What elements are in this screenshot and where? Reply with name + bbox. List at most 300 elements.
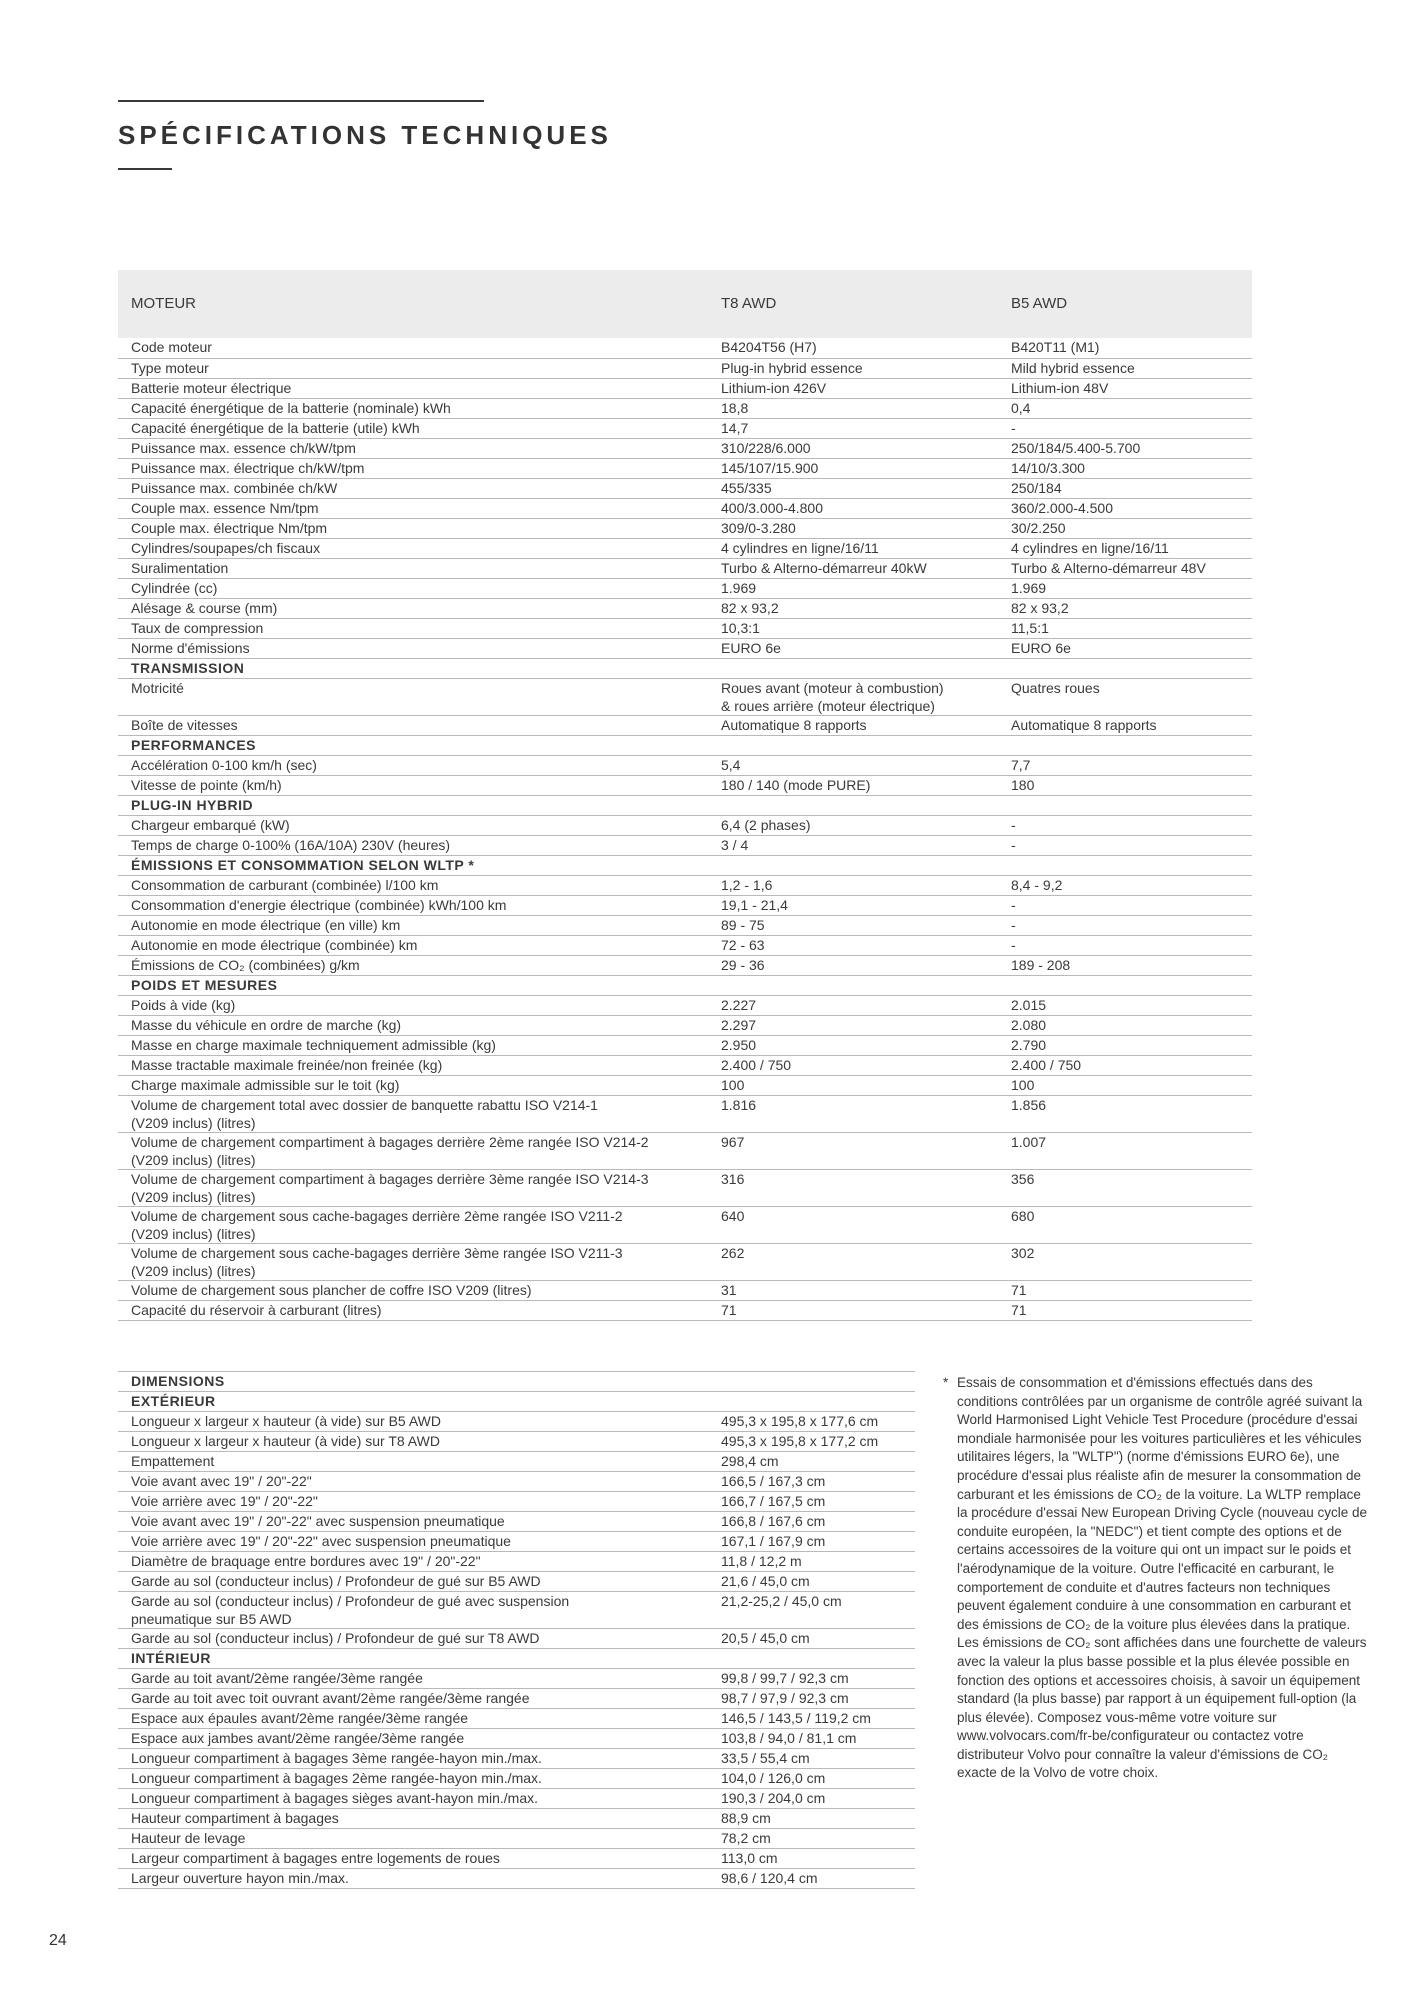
- spec-row: [118, 378, 1252, 398]
- dimension-row: [118, 1729, 915, 1749]
- dimension-row: [118, 1869, 915, 1889]
- dimension-row: [118, 1749, 915, 1769]
- spec-label: [118, 1300, 708, 1320]
- dimension-label: [118, 1709, 708, 1729]
- dimension-label: [118, 1512, 708, 1532]
- spec-value-t8-text: 1,2 - 1,6: [721, 876, 773, 893]
- dimension-label: [118, 1849, 708, 1869]
- spec-value-b5-text: 189 - 208: [1011, 956, 1071, 973]
- spec-value-b5: [998, 618, 1252, 638]
- dimension-row: [118, 1412, 915, 1432]
- spec-value-t8: [708, 1132, 998, 1169]
- dimension-row: [118, 1689, 915, 1709]
- spec-value-b5-text: 2.080: [1011, 1016, 1047, 1033]
- spec-label-text: Puissance max. essence ch/kW/tpm: [131, 439, 356, 456]
- dimension-label: [118, 1492, 708, 1512]
- dimension-row: [118, 1432, 915, 1452]
- spec-label-text: Temps de charge 0-100% (16A/10A) 230V (heures): [131, 836, 451, 853]
- spec-row: [118, 638, 1252, 658]
- spec-value-b5-text: -: [1011, 936, 1016, 953]
- dimension-value: [708, 1552, 915, 1572]
- header-moteur: MOTEUR: [118, 270, 708, 338]
- section-title: [118, 1392, 915, 1412]
- spec-row: [118, 498, 1252, 518]
- spec-value-b5-text: 2.015: [1011, 996, 1047, 1013]
- spec-value-b5-text: 2.790: [1011, 1036, 1047, 1053]
- spec-value-b5-text: 0,4: [1011, 399, 1031, 416]
- spec-value-t8: [708, 955, 998, 975]
- spec-value-t8: [708, 835, 998, 855]
- spec-label-text: Masse en charge maximale techniquement admissible (kg): [131, 1036, 496, 1053]
- section-title: [118, 795, 1252, 815]
- spec-value-t8-text: 316: [721, 1170, 745, 1187]
- spec-label: [118, 578, 708, 598]
- dimension-row: [118, 1552, 915, 1572]
- spec-label-text: Chargeur embarqué (kW): [131, 816, 290, 833]
- spec-value-b5: [998, 578, 1252, 598]
- spec-label: [118, 715, 708, 735]
- section-row: [118, 1649, 915, 1669]
- section-row: [118, 855, 1252, 875]
- spec-label-text: Alésage & course (mm): [131, 599, 278, 616]
- dimension-value: [708, 1849, 915, 1869]
- spec-label-text: Volume de chargement total avec dossier de banquette rabattu ISO V214-1: [131, 1096, 598, 1113]
- spec-label-text: Volume de chargement sous cache-bagages derrière 3ème rangée ISO V211-3: [131, 1244, 623, 1261]
- spec-row: [118, 935, 1252, 955]
- dimension-value-text: 103,8 / 94,0 / 81,1 cm: [721, 1730, 857, 1746]
- dimension-row: [118, 1709, 915, 1729]
- spec-value-t8: [708, 895, 998, 915]
- spec-row: [118, 338, 1252, 358]
- spec-value-t8-text: 19,1 - 21,4: [721, 896, 788, 913]
- dimension-label: [118, 1809, 708, 1829]
- dimension-value: [708, 1629, 915, 1649]
- spec-label: [118, 895, 708, 915]
- spec-row: [118, 398, 1252, 418]
- dimension-label-text: Longueur compartiment à bagages 2ème rangée-hayon min./max.: [131, 1770, 542, 1786]
- spec-value-b5: [998, 538, 1252, 558]
- dimension-label-text-line2: pneumatique sur B5 AWD: [131, 1611, 292, 1627]
- spec-value-t8: [708, 578, 998, 598]
- spec-value-t8: [708, 915, 998, 935]
- dimension-label-text: Voie arrière avec 19" / 20"-22": [131, 1493, 318, 1509]
- spec-row: [118, 755, 1252, 775]
- spec-value-t8: [708, 1169, 998, 1206]
- spec-label-text: Couple max. essence Nm/tpm: [131, 499, 319, 516]
- page-title: SPÉCIFICATIONS TECHNIQUES: [118, 120, 612, 150]
- spec-label-text: Émissions de CO₂ (combinées) g/km: [131, 956, 360, 973]
- spec-value-b5-text: 180: [1011, 776, 1035, 793]
- spec-value-b5-text: Automatique 8 rapports: [1011, 716, 1157, 733]
- dimension-label: [118, 1552, 708, 1572]
- spec-value-b5: [998, 1095, 1252, 1132]
- dimension-value: [708, 1769, 915, 1789]
- dimension-row: [118, 1789, 915, 1809]
- spec-value-b5-text: 8,4 - 9,2: [1011, 876, 1063, 893]
- dimension-row: [118, 1769, 915, 1789]
- spec-row: [118, 358, 1252, 378]
- spec-label-text: Accélération 0-100 km/h (sec): [131, 756, 317, 773]
- dimension-value-text: 298,4 cm: [721, 1453, 779, 1469]
- dimension-row: [118, 1452, 915, 1472]
- section-row: [118, 1372, 915, 1392]
- dimension-value: [708, 1472, 915, 1492]
- spec-value-t8: [708, 438, 998, 458]
- spec-value-t8-text: 967: [721, 1133, 745, 1150]
- spec-value-t8-text: 310/228/6.000: [721, 439, 811, 456]
- spec-label-text: Consommation de carburant (combinée) l/100 km: [131, 876, 439, 893]
- section-row: [118, 975, 1252, 995]
- section-title-text: ÉMISSIONS ET CONSOMMATION SELON WLTP *: [131, 856, 475, 873]
- spec-row: [118, 678, 1252, 715]
- spec-label: [118, 1132, 708, 1169]
- dimension-value: [708, 1412, 915, 1432]
- spec-value-b5-text: -: [1011, 916, 1016, 933]
- spec-value-b5-text: 7,7: [1011, 756, 1031, 773]
- spec-value-t8-text: 2.950: [721, 1036, 757, 1053]
- spec-label-text: Cylindrée (cc): [131, 579, 218, 596]
- section-row: [118, 1392, 915, 1412]
- spec-value-b5: [998, 895, 1252, 915]
- spec-value-b5: [998, 338, 1252, 358]
- spec-row: [118, 618, 1252, 638]
- spec-value-b5-text: 356: [1011, 1170, 1035, 1187]
- dimension-row: [118, 1592, 915, 1629]
- spec-value-b5-text: Lithium-ion 48V: [1011, 379, 1109, 396]
- spec-row: [118, 955, 1252, 975]
- dimension-value: [708, 1432, 915, 1452]
- spec-label-text: Taux de compression: [131, 619, 264, 636]
- spec-label-text-line2: (V209 inclus) (litres): [131, 1188, 256, 1205]
- spec-value-t8-text: 2.227: [721, 996, 757, 1013]
- dimension-label-text: Hauteur compartiment à bagages: [131, 1810, 339, 1826]
- spec-value-b5-text: 71: [1011, 1281, 1027, 1298]
- spec-value-b5-text: EURO 6e: [1011, 639, 1071, 656]
- spec-value-t8-text: 2.297: [721, 1016, 757, 1033]
- spec-row: [118, 915, 1252, 935]
- spec-label: [118, 1015, 708, 1035]
- section-title-text: DIMENSIONS: [131, 1373, 225, 1389]
- spec-row: [118, 775, 1252, 795]
- spec-value-t8-text: 100: [721, 1076, 745, 1093]
- spec-label-text: Volume de chargement compartiment à bagages derrière 3ème rangée ISO V214-3: [131, 1170, 649, 1187]
- spec-label: [118, 358, 708, 378]
- spec-label-text-line2: (V209 inclus) (litres): [131, 1151, 256, 1168]
- spec-row: [118, 1280, 1252, 1300]
- dimension-value: [708, 1492, 915, 1512]
- dimension-label: [118, 1789, 708, 1809]
- dimension-value-text: 98,7 / 97,9 / 92,3 cm: [721, 1690, 849, 1706]
- spec-label-text: Masse tractable maximale freinée/non freinée (kg): [131, 1056, 443, 1073]
- section-row: [118, 735, 1252, 755]
- spec-value-b5: [998, 498, 1252, 518]
- dimension-row: [118, 1472, 915, 1492]
- spec-value-t8-text: 309/0-3.280: [721, 519, 796, 536]
- spec-value-b5: [998, 775, 1252, 795]
- spec-value-t8: [708, 775, 998, 795]
- spec-value-b5: [998, 715, 1252, 735]
- spec-value-t8-text: EURO 6e: [721, 639, 781, 656]
- spec-value-t8: [708, 598, 998, 618]
- specs-header-row: [118, 270, 1252, 338]
- spec-row: [118, 1095, 1252, 1132]
- dimension-label: [118, 1749, 708, 1769]
- dimension-label: [118, 1629, 708, 1649]
- spec-value-b5: [998, 955, 1252, 975]
- dimension-value: [708, 1689, 915, 1709]
- spec-label: [118, 458, 708, 478]
- dimension-value: [708, 1532, 915, 1552]
- spec-value-t8: [708, 815, 998, 835]
- spec-value-b5-text: 1.007: [1011, 1133, 1047, 1150]
- spec-value-t8: [708, 458, 998, 478]
- spec-label-text: Charge maximale admissible sur le toit (kg): [131, 1076, 400, 1093]
- spec-value-t8-text: Roues avant (moteur à combustion): [721, 679, 944, 696]
- spec-value-b5: [998, 398, 1252, 418]
- spec-value-t8-text: Plug-in hybrid essence: [721, 359, 863, 376]
- specs-table: [118, 270, 1252, 1321]
- spec-label-text: Volume de chargement sous cache-bagages derrière 2ème rangée ISO V211-2: [131, 1207, 623, 1224]
- spec-value-t8-text: 6,4 (2 phases): [721, 816, 811, 833]
- spec-value-t8-text: 71: [721, 1301, 737, 1318]
- section-title: [118, 855, 1252, 875]
- spec-value-t8-text: 31: [721, 1281, 737, 1298]
- spec-label: [118, 678, 708, 715]
- spec-value-t8-text: 82 x 93,2: [721, 599, 779, 616]
- section-title-text: PLUG-IN HYBRID: [131, 796, 254, 813]
- spec-value-b5-text: 4 cylindres en ligne/16/11: [1011, 539, 1169, 556]
- spec-row: [118, 1132, 1252, 1169]
- spec-value-t8-text: Lithium-ion 426V: [721, 379, 827, 396]
- spec-row: [118, 438, 1252, 458]
- spec-row: [118, 1075, 1252, 1095]
- spec-label: [118, 815, 708, 835]
- spec-row: [118, 418, 1252, 438]
- dimension-value-text: 21,2-25,2 / 45,0 cm: [721, 1593, 842, 1609]
- spec-value-b5: [998, 1035, 1252, 1055]
- spec-value-t8-text: Turbo & Alterno-démarreur 40kW: [721, 559, 927, 576]
- spec-value-t8-text: B4204T56 (H7): [721, 339, 817, 355]
- spec-value-t8: [708, 875, 998, 895]
- spec-value-t8-text: 14,7: [721, 419, 749, 436]
- spec-row: [118, 558, 1252, 578]
- dimension-label-text: Garde au sol (conducteur inclus) / Profondeur de gué avec suspension: [131, 1593, 570, 1609]
- spec-label-text: Vitesse de pointe (km/h): [131, 776, 282, 793]
- dimension-value-text: 88,9 cm: [721, 1810, 771, 1826]
- spec-label: [118, 1075, 708, 1095]
- spec-value-t8-text-line2: & roues arrière (moteur électrique): [721, 697, 935, 714]
- section-title: [118, 1649, 915, 1669]
- spec-value-b5-text: Quatres roues: [1011, 679, 1100, 696]
- dimension-value-text: 98,6 / 120,4 cm: [721, 1870, 818, 1886]
- spec-value-t8: [708, 1243, 998, 1280]
- dimension-label-text: Voie arrière avec 19" / 20"-22" avec suspension pneumatique: [131, 1533, 511, 1549]
- spec-label-text: Motricité: [131, 679, 184, 696]
- spec-label-text: Suralimentation: [131, 559, 229, 576]
- dimension-label-text: Voie avant avec 19" / 20"-22": [131, 1473, 312, 1489]
- spec-value-b5-text: 1.969: [1011, 579, 1047, 596]
- spec-value-b5-text: 360/2.000-4.500: [1011, 499, 1113, 516]
- section-title-text: EXTÉRIEUR: [131, 1393, 216, 1409]
- dimension-value-text: 20,5 / 45,0 cm: [721, 1630, 810, 1646]
- spec-value-b5: [998, 438, 1252, 458]
- spec-value-t8: [708, 1206, 998, 1243]
- spec-value-b5: [998, 875, 1252, 895]
- spec-value-b5-text: 250/184: [1011, 479, 1062, 496]
- spec-label: [118, 518, 708, 538]
- dimension-row: [118, 1512, 915, 1532]
- dimension-row: [118, 1492, 915, 1512]
- spec-label: [118, 1035, 708, 1055]
- dimension-row: [118, 1849, 915, 1869]
- spec-value-b5-text: 302: [1011, 1244, 1035, 1261]
- dimension-value: [708, 1592, 915, 1629]
- spec-label: [118, 438, 708, 458]
- spec-label-text-line2: (V209 inclus) (litres): [131, 1262, 256, 1279]
- spec-label: [118, 995, 708, 1015]
- spec-label-text: Autonomie en mode électrique (combinée) km: [131, 936, 418, 953]
- spec-value-t8: [708, 1055, 998, 1075]
- dimension-value-text: 166,5 / 167,3 cm: [721, 1473, 826, 1489]
- spec-value-t8: [708, 558, 998, 578]
- spec-value-t8: [708, 358, 998, 378]
- spec-value-b5: [998, 638, 1252, 658]
- page-number: 24: [49, 1932, 67, 1949]
- dimension-label-text: Largeur compartiment à bagages entre logements de roues: [131, 1850, 500, 1866]
- dimension-label: [118, 1412, 708, 1432]
- spec-value-b5-text: B420T11 (M1): [1011, 339, 1100, 355]
- top-rule: [118, 100, 484, 102]
- dimension-value-text: 113,0 cm: [721, 1850, 778, 1866]
- dimension-label: [118, 1592, 708, 1629]
- spec-value-b5: [998, 1280, 1252, 1300]
- spec-label: [118, 755, 708, 775]
- spec-value-b5-text: 82 x 93,2: [1011, 599, 1069, 616]
- spec-value-t8: [708, 1075, 998, 1095]
- dimension-label: [118, 1689, 708, 1709]
- spec-label: [118, 835, 708, 855]
- spec-row: [118, 578, 1252, 598]
- spec-label-text: Couple max. électrique Nm/tpm: [131, 519, 328, 536]
- dimension-value-text: 78,2 cm: [721, 1830, 771, 1846]
- spec-value-b5: [998, 1015, 1252, 1035]
- spec-value-b5: [998, 815, 1252, 835]
- dimension-value: [708, 1669, 915, 1689]
- dimension-label-text: Garde au toit avec toit ouvrant avant/2ème rangée/3ème rangée: [131, 1690, 530, 1706]
- header-t8: T8 AWD: [708, 270, 998, 338]
- spec-row: [118, 815, 1252, 835]
- spec-value-t8-text: 180 / 140 (mode PURE): [721, 776, 871, 793]
- spec-label-text: Capacité énergétique de la batterie (nominale) kWh: [131, 399, 451, 416]
- dimension-row: [118, 1572, 915, 1592]
- spec-value-b5-text: 30/2.250: [1011, 519, 1066, 536]
- spec-value-t8: [708, 1300, 998, 1320]
- footnote-text: Essais de consommation et d'émissions effectués dans des conditions contrôlées par un organisme de contrôle agréé suivant la World Harmonised Light Vehicle Test Procedure (procédure d'essai mondiale harmonisée pour les voitures particulières et les véhicules utilitaires légers, la "WLTP") (norme d'émissions EURO 6e), une procédure d'essai plus réaliste afin de mesurer la consommation de carburant et les émissions de CO₂ de la voiture. La WLTP remplace la procédure d'essai New European Driving Cycle (nouveau cycle de conduite européen, la "NEDC") et tient compte des options et de certains accessoires de la voiture qui ont un impact sur le poids et l'aérodynamique de la voiture. Outre l'efficacité en carburant, le comportement de conduite et d'autres facteurs non techniques peuvent également conduire à une consommation en carburant et des émissions de CO₂ de la voiture plus élevées dans la pratique. Les émissions de CO₂ sont affichées dans une fourchette de valeurs avec la valeur la plus basse possible et la plus élevée possible en fonction des options et accessoires choisis, à savoir un équipement standard (la plus basse) par rapport à un équipement full-option (la plus élevée). Composez vous-même votre voiture sur www.volvocars.com/fr-be/configurateur ou contactez votre distributeur Volvo pour connaître la valeur d'émissions de CO₂ exacte de la Volvo de votre choix.: [957, 1375, 1368, 1781]
- spec-value-b5: [998, 995, 1252, 1015]
- spec-label-text: Code moteur: [131, 339, 212, 355]
- spec-label: [118, 955, 708, 975]
- dimensions-table: [118, 1371, 915, 1889]
- spec-value-t8-text: 640: [721, 1207, 745, 1224]
- wltp-footnote: [943, 1374, 1368, 1783]
- dimension-value-text: 11,8 / 12,2 m: [721, 1553, 802, 1569]
- dimension-value-text: 146,5 / 143,5 / 119,2 cm: [721, 1710, 871, 1726]
- spec-label: [118, 915, 708, 935]
- spec-value-b5-text: 71: [1011, 1301, 1027, 1318]
- spec-value-t8: [708, 1095, 998, 1132]
- spec-label: [118, 398, 708, 418]
- section-title-text: POIDS ET MESURES: [131, 976, 278, 993]
- spec-label-text: Norme d'émissions: [131, 639, 250, 656]
- spec-value-t8: [708, 1015, 998, 1035]
- spec-value-b5: [998, 518, 1252, 538]
- dimension-label: [118, 1869, 708, 1889]
- spec-value-t8: [708, 995, 998, 1015]
- spec-value-b5-text: 250/184/5.400-5.700: [1011, 439, 1141, 456]
- section-row: [118, 658, 1252, 678]
- spec-label-text: Puissance max. combinée ch/kW: [131, 479, 338, 496]
- spec-value-b5: [998, 1300, 1252, 1320]
- spec-label-text: Autonomie en mode électrique (en ville) km: [131, 916, 401, 933]
- spec-value-t8-text: 18,8: [721, 399, 749, 416]
- spec-value-b5: [998, 378, 1252, 398]
- spec-row: [118, 1206, 1252, 1243]
- spec-label: [118, 378, 708, 398]
- dimension-label-text: Garde au sol (conducteur inclus) / Profondeur de gué sur T8 AWD: [131, 1630, 540, 1646]
- spec-value-t8-text: 29 - 36: [721, 956, 765, 973]
- spec-value-b5: [998, 1206, 1252, 1243]
- dimension-label: [118, 1532, 708, 1552]
- spec-value-t8-text: 455/335: [721, 479, 772, 496]
- dimension-label-text: Longueur x largeur x hauteur (à vide) sur B5 AWD: [131, 1413, 441, 1429]
- spec-value-b5: [998, 835, 1252, 855]
- dimension-label-text: Hauteur de levage: [131, 1830, 246, 1846]
- spec-row: [118, 875, 1252, 895]
- dimension-label: [118, 1432, 708, 1452]
- spec-label: [118, 1095, 708, 1132]
- dimension-value: [708, 1869, 915, 1889]
- dimension-value-text: 495,3 x 195,8 x 177,2 cm: [721, 1433, 879, 1449]
- spec-value-b5-text: Mild hybrid essence: [1011, 359, 1135, 376]
- spec-label-text: Type moteur: [131, 359, 209, 376]
- spec-value-t8-text: 2.400 / 750: [721, 1056, 792, 1073]
- section-title: [118, 658, 1252, 678]
- spec-label-text: Volume de chargement compartiment à bagages derrière 2ème rangée ISO V214-2: [131, 1133, 649, 1150]
- spec-value-t8: [708, 498, 998, 518]
- dimension-value: [708, 1709, 915, 1729]
- spec-label: [118, 935, 708, 955]
- spec-value-b5: [998, 458, 1252, 478]
- spec-value-b5: [998, 1075, 1252, 1095]
- dimension-value: [708, 1729, 915, 1749]
- spec-value-b5-text: -: [1011, 816, 1016, 833]
- spec-row: [118, 1300, 1252, 1320]
- dimension-value-text: 104,0 / 126,0 cm: [721, 1770, 826, 1786]
- dimension-value-text: 166,8 / 167,6 cm: [721, 1513, 826, 1529]
- section-title: [118, 975, 1252, 995]
- dimension-label-text: Voie avant avec 19" / 20"-22" avec suspension pneumatique: [131, 1513, 505, 1529]
- section-title-text: INTÉRIEUR: [131, 1650, 211, 1666]
- header-b5: B5 AWD: [998, 270, 1252, 338]
- dimension-value: [708, 1452, 915, 1472]
- dimension-label-text: Espace aux jambes avant/2ème rangée/3ème rangée: [131, 1730, 465, 1746]
- spec-value-t8: [708, 338, 998, 358]
- spec-label-text-line2: (V209 inclus) (litres): [131, 1225, 256, 1242]
- section-title-text: TRANSMISSION: [131, 659, 245, 676]
- dimension-value-text: 167,1 / 167,9 cm: [721, 1533, 826, 1549]
- spec-row: [118, 1015, 1252, 1035]
- spec-value-b5: [998, 1243, 1252, 1280]
